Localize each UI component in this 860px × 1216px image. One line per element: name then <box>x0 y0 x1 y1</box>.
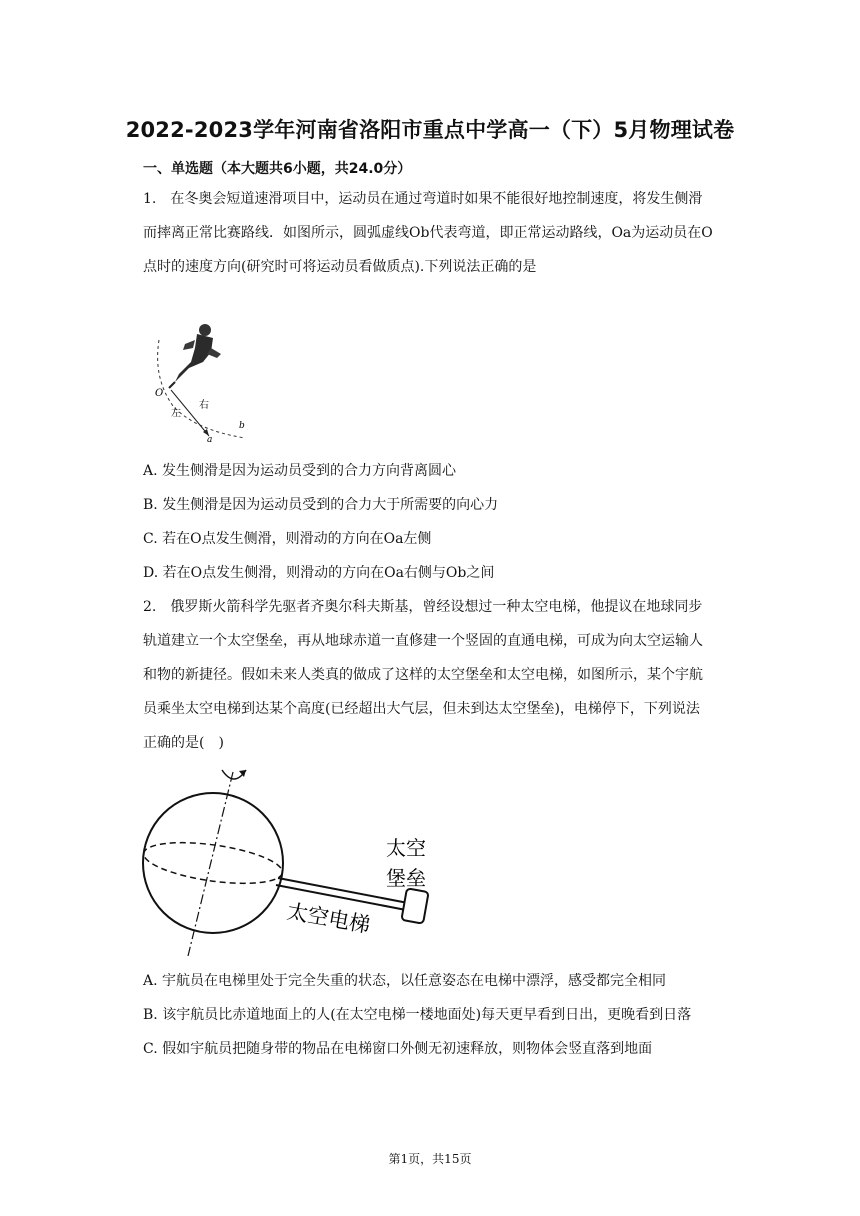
earth-axis <box>188 772 233 956</box>
question-2-line: 轨道建立一个太空堡垒，再从地球赤道一直修建一个竖固的直通电梯，可成为向太空运输人 <box>143 633 703 649</box>
section-heading: 一、单选题（本大题共6小题，共24.0分） <box>143 161 412 177</box>
label-left: 左 <box>171 408 181 419</box>
option-c: C. 假如宇航员把随身带的物品在电梯窗口外侧无初速释放，则物体会竖直落到地面 <box>143 1041 653 1057</box>
page-footer: 第1页，共15页 <box>388 1152 472 1166</box>
question-2-text <box>143 590 763 760</box>
option-b: B. 该宇航员比赤道地面上的人(在太空电梯一楼地面处)每天更早看到日出，更晚看到日落 <box>143 1007 692 1023</box>
question-2-line: 2. 俄罗斯火箭科学先驱者齐奥尔科夫斯基，曾经设想过一种太空电梯，他提议在地球同步 <box>143 599 703 615</box>
question-2-line: 正确的是( ) <box>143 735 224 751</box>
earth-circle <box>143 793 283 933</box>
question-1-line: 1. 在冬奥会短道速滑项目中，运动员在通过弯道时如果不能很好地控制速度，将发生侧滑 <box>143 191 703 207</box>
skater-figure <box>145 318 255 444</box>
fortress-box <box>401 888 428 923</box>
label-o: O <box>155 388 164 399</box>
label-fortress-2: 堡垒 <box>386 866 426 890</box>
question-2-line: 员乘坐太空电梯到达某个高度(已经超出大气层，但未到达太空堡垒)，电梯停下，下列说法 <box>143 701 700 717</box>
skater-icon <box>169 324 221 388</box>
option-c: C. 若在O点发生侧滑，则滑动的方向在Oa左侧 <box>143 531 432 547</box>
label-right: 右 <box>199 400 209 411</box>
option-a: A. 宇航员在电梯里处于完全失重的状态，以任意姿态在电梯中漂浮，感受都完全相同 <box>143 973 667 989</box>
label-a: a <box>207 435 213 444</box>
option-b: B. 发生侧滑是因为运动员受到的合力大于所需要的向心力 <box>143 497 499 513</box>
question-1-text <box>143 182 763 284</box>
space-elevator-figure <box>138 760 448 960</box>
question-1-line: 而摔离正常比赛路线．如图所示，圆弧虚线Ob代表弯道，即正常运动路线，Oa为运动员在O <box>143 225 713 241</box>
label-elevator: 太空电梯 <box>285 899 373 938</box>
label-fortress-1: 太空 <box>386 836 426 860</box>
question-2-line: 和物的新捷径。假如未来人类真的做成了这样的太空堡垒和太空电梯，如图所示，某个宇航 <box>143 667 703 683</box>
equator-ellipse <box>141 835 285 890</box>
option-d: D. 若在O点发生侧滑，则滑动的方向在Oa右侧与Ob之间 <box>143 565 495 581</box>
page-title: 2022-2023学年河南省洛阳市重点中学高一（下）5月物理试卷 <box>125 118 735 142</box>
question-1-line: 点时的速度方向(研究时可将运动员看做质点).下列说法正确的是 <box>143 259 537 275</box>
label-b: b <box>239 421 245 431</box>
option-a: A. 发生侧滑是因为运动员受到的合力方向背离圆心 <box>143 463 457 479</box>
